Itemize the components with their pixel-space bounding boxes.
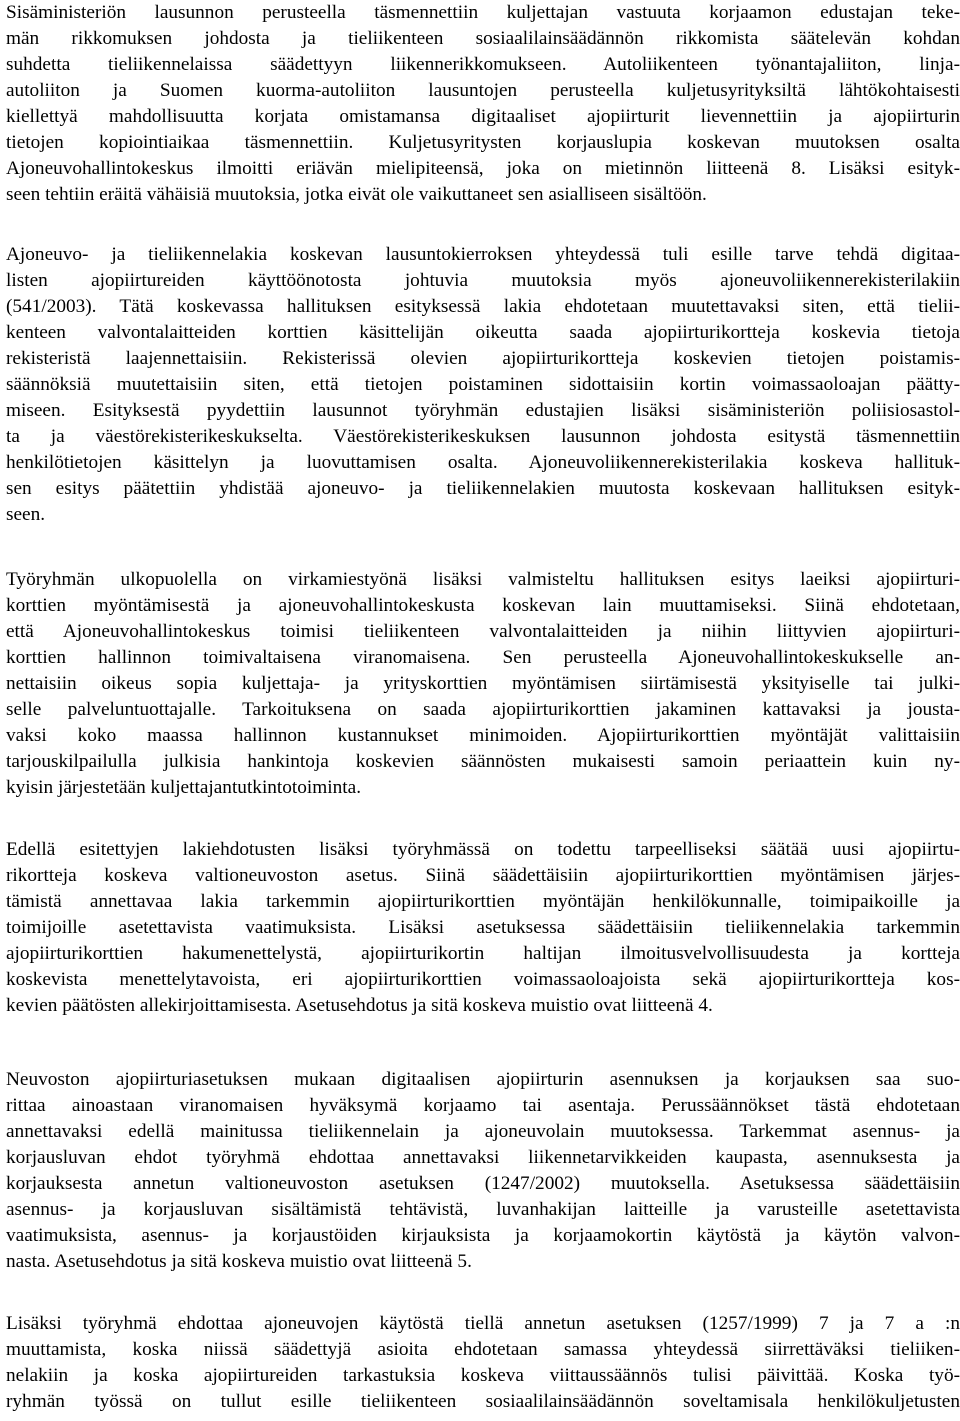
text-line: koskevista menettelytavoista, eri ajopiirturikorttien voimassaoloajoista sekä ajopiirturikortteja kos- xyxy=(6,969,960,990)
text-line: nettaisiin oikeus sopia kuljettaja- ja yrityskorttien myöntämisen siirtämisestä yksityiselle tai julki- xyxy=(6,673,960,694)
text-line: män rikkomuksen johdosta ja tieliikenteen sosiaalilainsäädännön rikkomista säätelevän kohdan xyxy=(6,28,960,49)
text-line: korttien myöntämisestä ja ajoneuvohallintokeskusta koskevan lain muuttamiseksi. Siinä ehdotetaan, xyxy=(6,595,960,616)
text-line: että Ajoneuvohallintokeskus toimisi tieliikenteen valvontalaitteiden ja niihin liittyvien ajopiirturi- xyxy=(6,621,960,642)
paragraph-3 xyxy=(6,567,960,801)
text-line: korttien hallinnon toimivaltaisena viranomaisena. Sen perusteella Ajoneuvohallintokeskukselle an- xyxy=(6,647,960,668)
paragraph-1 xyxy=(6,0,960,208)
text-line: Työryhmän ulkopuolella on virkamiestyönä lisäksi valmisteltu hallituksen esitys laeiksi ajopiirturi- xyxy=(6,569,960,590)
text-line: vaatimuksista, asennus- ja korjaustöiden kirjauksista ja korjaamokortin käytöstä ja käytön valvon- xyxy=(6,1225,960,1246)
text-line: kiellettyä mahdollisuutta korjata omistamansa digitaaliset ajopiirturit lievennettiin ja ajopiirturin xyxy=(6,106,960,127)
text-line: ta ja väestörekisterikeskukselta. Väestörekisterikeskuksen lausunnon johdosta esitystä täsmennettiin xyxy=(6,426,960,447)
paragraph-2 xyxy=(6,242,960,528)
text-line: muuttamista, koska niissä säädettyjä asioita ehdotetaan samassa yhteydessä siirrettäväksi tieliiken- xyxy=(6,1339,960,1360)
text-line: ryhmän työssä on tullut esille tieliikenteen sosiaalilainsäädännön soveltamisala henkilökuljetusten xyxy=(6,1391,960,1412)
text-line: vaksi koko maassa hallinnon kustannukset minimoiden. Ajopiirturikorttien myöntäjät valittaisiin xyxy=(6,725,960,746)
text-line: Edellä esitettyjen lakiehdotusten lisäksi työryhmässä on todettu tarpeelliseksi säätää uusi ajopiirtu- xyxy=(6,839,960,860)
text-line: kevien päätösten allekirjoittamisesta. Asetusehdotus ja sitä koskeva muistio ovat liitteenä 4. xyxy=(6,995,713,1016)
text-line: suhdetta tieliikennelaissa säädettyyn liikennerikkomukseen. Autoliikenteen työnantajaliiton, linja- xyxy=(6,54,960,75)
text-line: seen. xyxy=(6,504,46,525)
text-line: Neuvoston ajopiirturiasetuksen mukaan digitaalisen ajopiirturin asennuksen ja korjauksen saa suo- xyxy=(6,1069,960,1090)
text-line: tämistä annettavaa lakia tarkemmin ajopiirturikorttien myöntäjän henkilökunnalle, toimipaikoille ja xyxy=(6,891,960,912)
text-line: korjausluvan ehdot työryhmä ehdottaa annettavaksi liikennetarvikkeiden kaupasta, asennuksesta ja xyxy=(6,1147,960,1168)
text-line: rittaa ainoastaan viranomaisen hyväksymä korjaamo tai asentaja. Perussäännökset tästä ehdotetaan xyxy=(6,1095,960,1116)
text-line: Lisäksi työryhmä ehdottaa ajoneuvojen käytöstä tiellä annetun asetuksen (1257/1999) 7 ja 7 a :n xyxy=(6,1313,960,1334)
text-line: (541/2003). Tätä koskevassa hallituksen esityksessä lakia ehdotetaan muutettavaksi siten, että tielii- xyxy=(6,296,960,317)
text-line: rikortteja koskeva valtioneuvoston asetus. Siinä säädettäisiin ajopiirturikorttien myöntämisen järjes- xyxy=(6,865,960,886)
text-line: kenteen valvontalaitteiden korttien käsittelijän oikeutta saada ajopiirturikortteja koskevia tietoja xyxy=(6,322,960,343)
paragraph-6 xyxy=(6,1311,960,1415)
text-line: seen tehtiin eräitä vähäisiä muutoksia, jotka eivät ole vaikuttaneet sen asialliseen sisältöön. xyxy=(6,184,707,205)
text-line: Ajoneuvohallintokeskus ilmoitti eriävän mielipiteensä, joka on mietinnön liitteenä 8. Lisäksi esityk- xyxy=(6,158,960,179)
text-line: listen ajopiirtureiden käyttöönotosta johtuvia muutoksia myös ajoneuvoliikennerekisterilakiin xyxy=(6,270,960,291)
text-line: henkilötietojen käsittelyn ja luovuttamisen osalta. Ajoneuvoliikennerekisterilakia koskeva hallituk- xyxy=(6,452,960,473)
text-line: nasta. Asetusehdotus ja sitä koskeva muistio ovat liitteenä 5. xyxy=(6,1251,472,1272)
text-line: nelakiin ja koska ajopiirtureiden tarkastuksia koskeva viittaussäännös tulisi päivittää. Koska työ- xyxy=(6,1365,960,1386)
text-line: Ajoneuvo- ja tieliikennelakia koskevan lausuntokierroksen yhteydessä tuli esille tarve tehdä digitaa- xyxy=(6,244,960,265)
text-line: selle palveluntuottajalle. Tarkoituksena on saada ajopiirturikorttien jakaminen kattavaksi ja jousta- xyxy=(6,699,960,720)
text-line: rekisteristä laajennettaisiin. Rekisterissä olevien ajopiirturikortteja koskevien tietojen poistamis- xyxy=(6,348,960,369)
text-line: kyisin järjestetään kuljettajantutkintotoiminta. xyxy=(6,777,362,798)
text-line: tietojen kopiointiaikaa täsmennettiin. Kuljetusyritysten korjauslupia koskevan muutoksen osalta xyxy=(6,132,960,153)
text-line: korjauksesta annetun valtioneuvoston asetuksen (1247/2002) muutoksella. Asetuksessa säädettäisiin xyxy=(6,1173,960,1194)
text-line: tarjouskilpailulla julkisia hankintoja koskevien säännösten mukaisesti samoin periaattein kuin ny- xyxy=(6,751,960,772)
text-line: säännöksiä muutettaisiin siten, että tietojen poistaminen sidottaisiin kortin voimassaoloajan päätty- xyxy=(6,374,960,395)
text-line: annettavaksi edellä mainitussa tieliikennelain ja ajoneuvolain muutoksessa. Tarkemmat asennus- ja xyxy=(6,1121,960,1142)
text-line: autoliiton ja Suomen kuorma-autoliiton lausuntojen perusteella kuljetusyrityksiltä lähtökohtaisesti xyxy=(6,80,960,101)
text-line: asennus- ja korjausluvan sisältämistä tehtävistä, luvanhakijan laitteille ja varusteille asetettavista xyxy=(6,1199,960,1220)
paragraph-5 xyxy=(6,1067,960,1275)
text-line: ajopiirturikorttien hakumenettelystä, ajopiirturikortin haltijan ilmoitusvelvollisuudesta ja kortteja xyxy=(6,943,960,964)
paragraph-4 xyxy=(6,837,960,1019)
text-line: miseen. Esityksestä pyydettiin lausunnot työryhmän edustajien lisäksi sisäministeriön poliisiosastol- xyxy=(6,400,960,421)
text-line: toimijoille asetettavista vaatimuksista. Lisäksi asetuksessa säädettäisiin tieliikennelakia tarkemmin xyxy=(6,917,960,938)
text-line: sen esitys päätettiin yhdistää ajoneuvo- ja tieliikennelakien muutosta koskevaan hallituksen esityk- xyxy=(6,478,960,499)
text-line: Sisäministeriön lausunnon perusteella täsmennettiin kuljettajan vastuuta korjaamon edustajan teke- xyxy=(6,2,960,23)
